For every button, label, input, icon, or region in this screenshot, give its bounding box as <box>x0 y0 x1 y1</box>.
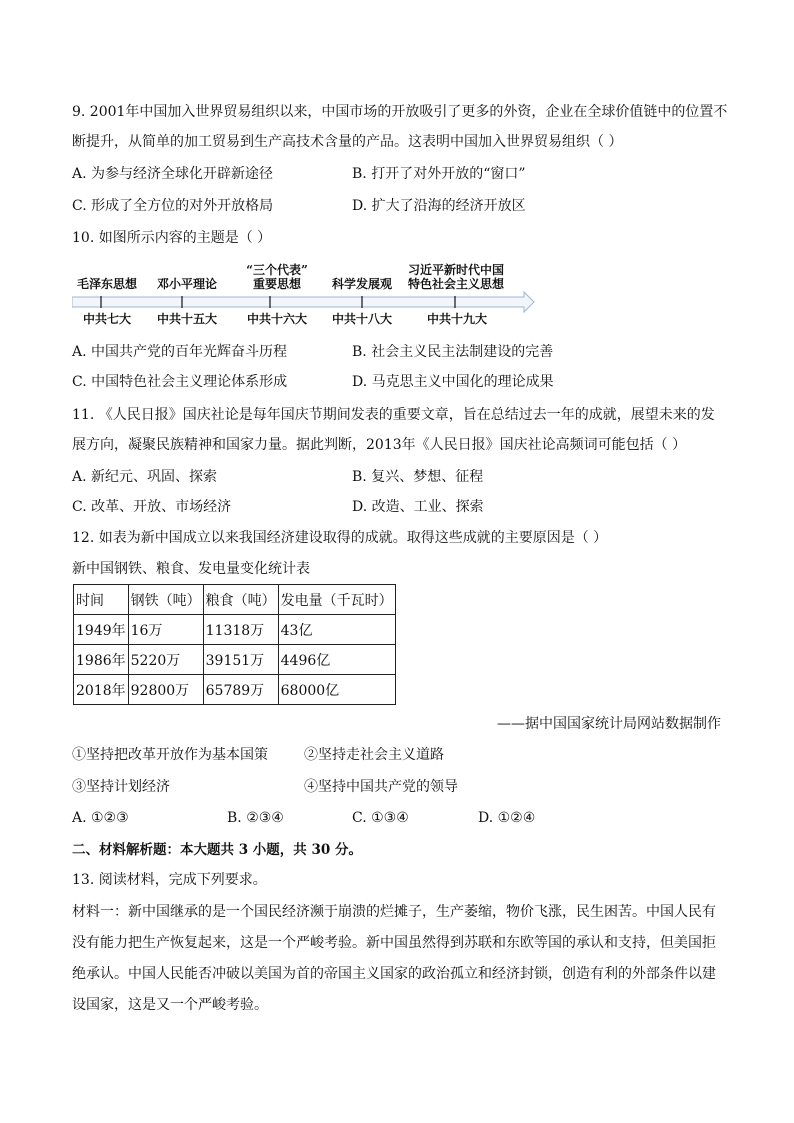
timeline-label-top-3-line2: 重要思想 <box>252 277 301 291</box>
table-header-row <box>74 585 396 615</box>
q11-option-d: D. 改造、工业、探索 <box>352 499 484 515</box>
q11-stem-line2: 展方向，凝聚民族精神和国家力量。据此判断，2013年《人民日报》国庆社论高频词可能包括（ ） <box>72 437 687 453</box>
q13-material-line1: 材料一：新中国继承的是一个国民经济濒于崩溃的烂摊子，生产萎缩，物价飞涨，民生困苦。中国人民有 <box>72 904 716 920</box>
table-cell: 11318万 <box>203 615 278 645</box>
table-header-cell: 发电量（千瓦时） <box>278 585 395 615</box>
q10-option-d: D. 马克思主义中国化的理论成果 <box>352 374 554 390</box>
timeline-label-top-4: 科学发展观 <box>331 277 392 291</box>
q10-option-a: A. 中国共产党的百年光辉奋斗历程 <box>72 344 288 360</box>
table-source: ——据中国国家统计局网站数据制作 <box>497 716 721 732</box>
table-cell: 92800万 <box>128 675 203 705</box>
q13-stem: 13. 阅读材料，完成下列要求。 <box>72 872 267 888</box>
table-row <box>74 615 396 645</box>
q11-option-c: C. 改革、开放、市场经济 <box>72 499 232 515</box>
timeline-label-bottom-1: 中共七大 <box>82 312 131 326</box>
q12-item-1: ①坚持把改革开放作为基本国策 <box>72 747 268 763</box>
table-title: 新中国钢铁、粮食、发电量变化统计表 <box>72 561 310 577</box>
table-cell: 2018年 <box>74 675 129 705</box>
q9-stem-line2: 断提升，从简单的加工贸易到生产高技术含量的产品。这表明中国加入世界贸易组织（ ） <box>72 134 623 150</box>
q12-item-4: ④坚持中国共产党的领导 <box>304 779 458 795</box>
q9-option-c: C. 形成了全方位的对外开放格局 <box>72 198 274 214</box>
q12-option-b: B. ②③④ <box>227 810 284 826</box>
q9-option-a: A. 为参与经济全球化开辟新途径 <box>72 166 274 182</box>
q10-option-c: C. 中国特色社会主义理论体系形成 <box>72 374 288 390</box>
table-cell: 43亿 <box>278 615 395 645</box>
timeline-label-bottom-2: 中共十五大 <box>156 312 217 326</box>
q10-timeline-figure <box>72 260 542 330</box>
section-heading: 二、材料解析题：本大题共 3 小题，共 30 分。 <box>72 842 362 858</box>
table-row <box>74 675 396 705</box>
q12-item-3: ③坚持计划经济 <box>72 779 170 795</box>
q12-option-d: D. ①②④ <box>478 810 536 826</box>
statistics-table <box>73 584 396 705</box>
table-cell: 65789万 <box>203 675 278 705</box>
q12-item-2: ②坚持走社会主义道路 <box>304 747 444 763</box>
timeline-label-top-2: 邓小平理论 <box>156 277 217 291</box>
q11-option-b: B. 复兴、梦想、征程 <box>352 469 484 485</box>
q13-material-line2: 没有能力把生产恢复起来，这是一个严峻考验。新中国虽然得到苏联和东欧等国的承认和支持，但美国拒 <box>72 935 716 951</box>
q10-stem: 10. 如图所示内容的主题是（ ） <box>72 230 272 246</box>
q9-option-d: D. 扩大了沿海的经济开放区 <box>352 198 526 214</box>
q13-material-line3: 绝承认。中国人民能否冲破以美国为首的帝国主义国家的政治孤立和经济封锁，创造有利的外部条件以建 <box>72 966 716 982</box>
q13-material-line4: 设国家，这是又一个严峻考验。 <box>72 997 268 1013</box>
timeline-label-bottom-3: 中共十六大 <box>246 312 307 326</box>
q11-option-a: A. 新纪元、巩固、探索 <box>72 469 218 485</box>
timeline-label-bottom-4: 中共十八大 <box>331 312 392 326</box>
table-header-cell: 粮食（吨） <box>203 585 278 615</box>
table-cell: 1949年 <box>74 615 129 645</box>
timeline-label-top-5-line2: 特色社会主义思想 <box>407 277 504 291</box>
table-header-cell: 时间 <box>74 585 129 615</box>
table-cell: 5220万 <box>128 645 203 675</box>
q11-stem-line1: 11. 《人民日报》国庆社论是每年国庆节期间发表的重要文章，旨在总结过去一年的成就，展望未来的发 <box>72 407 715 423</box>
table-cell: 16万 <box>128 615 203 645</box>
q9-option-b: B. 打开了对外开放的“窗口” <box>352 166 526 182</box>
table-cell: 68000亿 <box>278 675 395 705</box>
timeline-label-top-5-line1: 习近平新时代中国 <box>407 263 504 277</box>
table-row <box>74 645 396 675</box>
timeline-label-top-3-line1: “三个代表” <box>246 263 308 277</box>
table-cell: 4496亿 <box>278 645 395 675</box>
table-cell: 39151万 <box>203 645 278 675</box>
q10-option-b: B. 社会主义民主法制建设的完善 <box>352 344 554 360</box>
q12-stem: 12. 如表为新中国成立以来我国经济建设取得的成就。取得这些成就的主要原因是（ ） <box>72 530 608 546</box>
timeline-label-top-1: 毛泽东思想 <box>76 277 137 291</box>
table-cell: 1986年 <box>74 645 129 675</box>
q12-option-c: C. ①③④ <box>352 810 409 826</box>
timeline-label-bottom-5: 中共十九大 <box>426 312 487 326</box>
q9-stem-line1: 9. 2001年中国加入世界贸易组织以来，中国市场的开放吸引了更多的外资，企业在全球价值链中的位置不 <box>72 104 728 120</box>
q12-option-a: A. ①②③ <box>72 810 129 826</box>
table-header-cell: 钢铁（吨） <box>128 585 203 615</box>
